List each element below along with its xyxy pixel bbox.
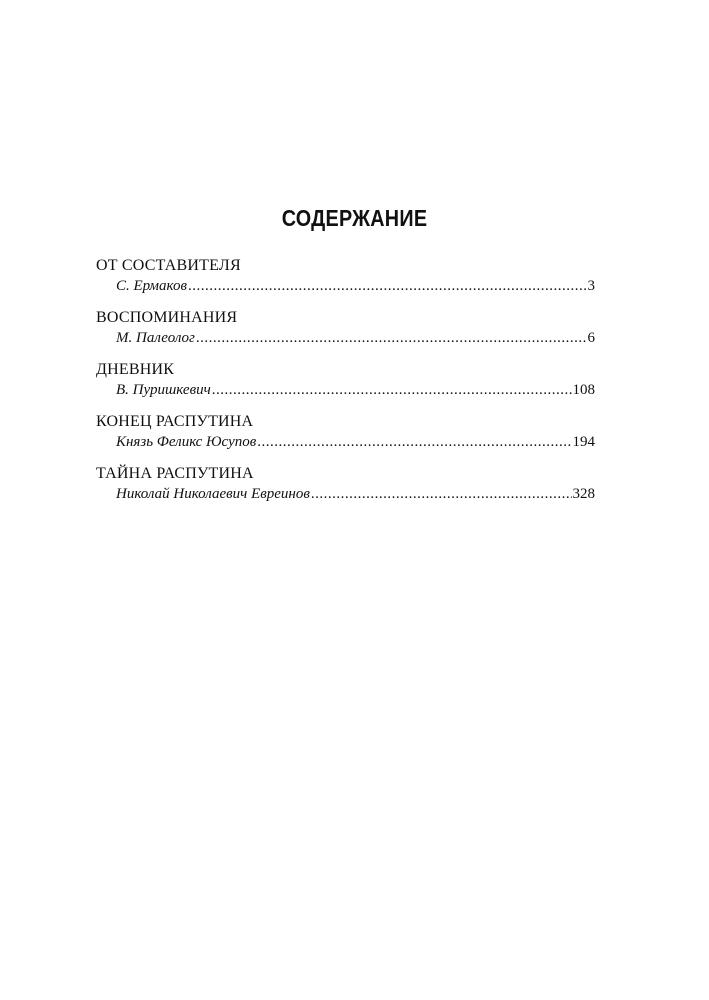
toc-line — [96, 432, 595, 452]
author-name: Николай Николаевич Евреинов — [116, 486, 310, 502]
page-title: СОДЕРЖАНИЕ — [281, 205, 428, 231]
section-title: ОТ СОСТАВИТЕЛЯ — [96, 257, 241, 274]
toc-entry — [96, 256, 595, 296]
section-title: КОНЕЦ РАСПУТИНА — [96, 413, 254, 430]
toc-line — [96, 276, 595, 296]
author-name: М. Палеолог — [116, 330, 195, 346]
toc-entry — [96, 464, 595, 504]
toc-line — [96, 380, 595, 400]
page-number: 3 — [587, 278, 595, 294]
toc-entry — [96, 360, 595, 400]
dot-leader — [188, 276, 587, 296]
author-name: С. Ермаков — [116, 278, 187, 294]
dot-leader — [196, 328, 587, 348]
dot-leader — [257, 432, 571, 452]
toc-entry — [96, 412, 595, 452]
author-name: Князь Феликс Юсупов — [116, 434, 257, 450]
toc-line — [96, 328, 595, 348]
toc-entry — [96, 308, 595, 348]
page-number: 328 — [572, 486, 595, 502]
section-title: ТАЙНА РАСПУТИНА — [96, 465, 254, 482]
author-name: В. Пуришкевич — [116, 382, 211, 398]
dot-leader — [311, 484, 572, 504]
section-title: ДНЕВНИК — [96, 361, 175, 378]
section-title: ВОСПОМИНАНИЯ — [96, 309, 238, 326]
page-number: 194 — [572, 434, 595, 450]
dot-leader — [212, 380, 572, 400]
page-number: 108 — [572, 382, 595, 398]
table-of-contents — [96, 256, 595, 516]
page-number: 6 — [587, 330, 595, 346]
toc-line — [96, 484, 595, 504]
